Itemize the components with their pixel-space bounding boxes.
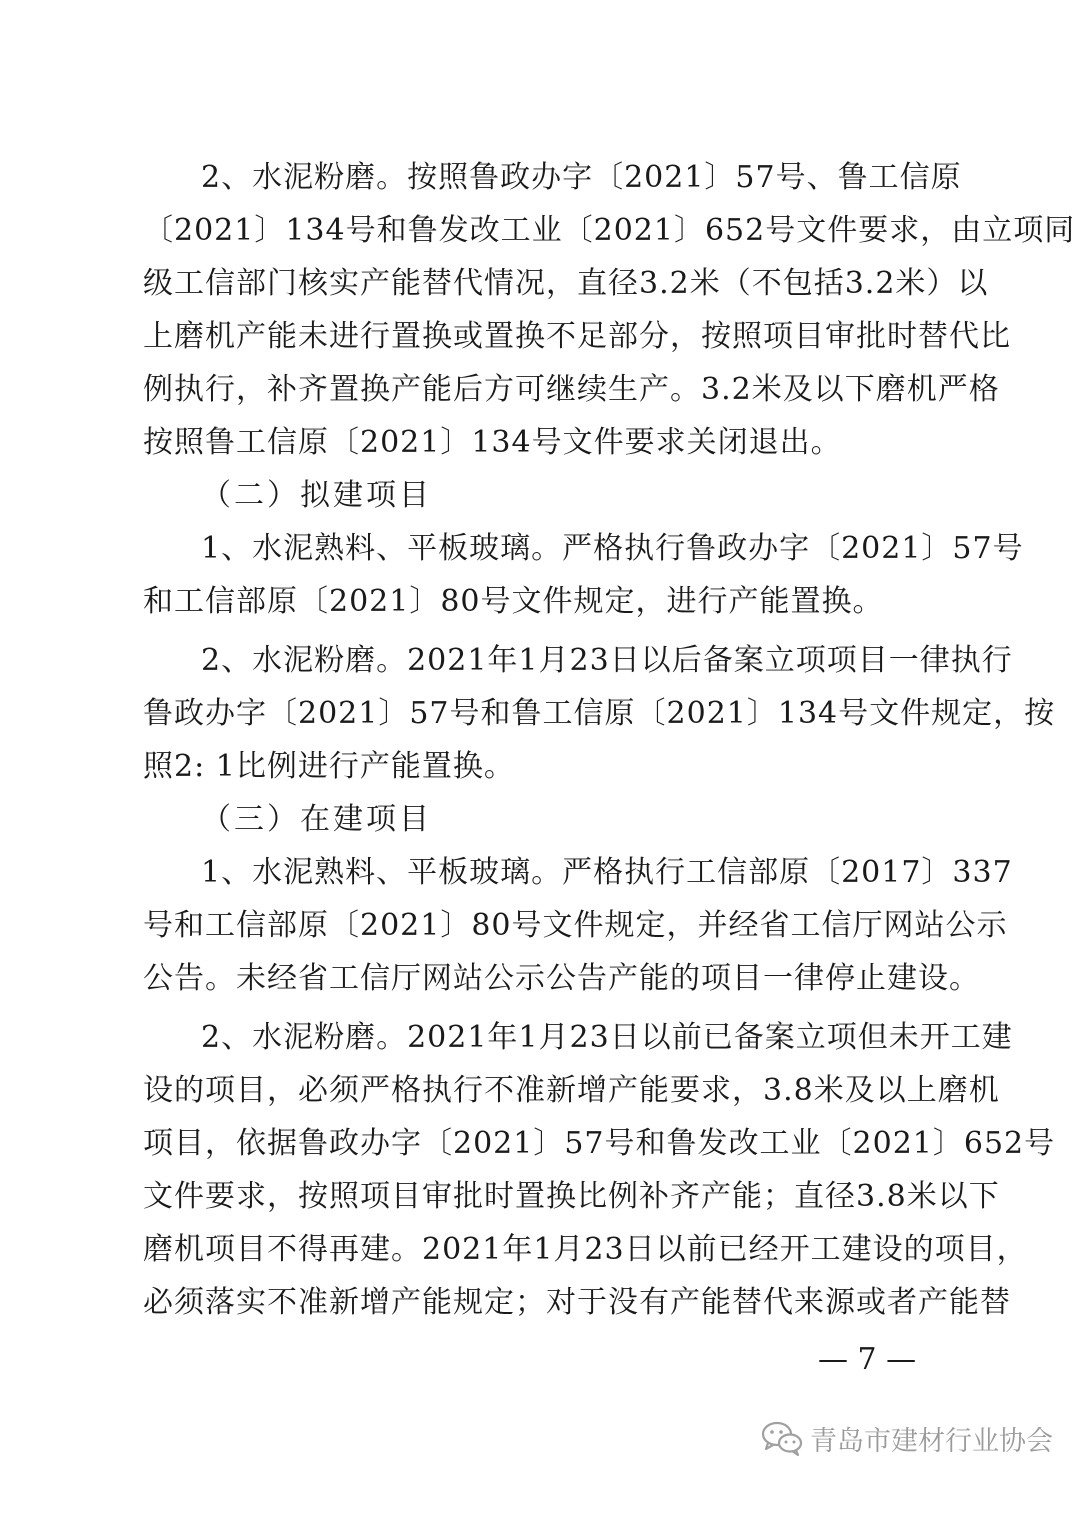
paragraph-5-line-3: 项目，依据鲁政办字〔2021〕57号和鲁发改工业〔2021〕652号 [143,1126,1056,1161]
paragraph-5-line-2: 设的项目，必须严格执行不准新增产能要求，3.8米及以上磨机 [143,1073,1000,1108]
section-heading-projects-under-construction: （三）在建项目 [201,802,432,837]
paragraph-4-line-2: 号和工信部原〔2021〕80号文件规定，并经省工信厅网站公示 [143,908,1008,943]
paragraph-1-line-5: 例执行，补齐置换产能后方可继续生产。3.2米及以下磨机严格 [143,372,1000,407]
section-heading-planned-projects: （二）拟建项目 [201,478,432,513]
paragraph-4-line-3: 公告。未经省工信厅网站公示公告产能的项目一律停止建设。 [143,961,980,996]
page-number: — 7 — [818,1342,917,1377]
paragraph-1-line-1: 2、水泥粉磨。按照鲁政办字〔2021〕57号、鲁工信原 [201,160,962,195]
watermark-text: 青岛市建材行业协会 [810,1425,1053,1457]
paragraph-3-line-3: 照2: 1比例进行产能置换。 [143,749,515,784]
wechat-icon [760,1418,804,1458]
paragraph-1-line-4: 上磨机产能未进行置换或置换不足部分，按照项目审批时替代比 [143,319,1011,354]
paragraph-5-line-6: 必须落实不准新增产能规定；对于没有产能替代来源或者产能替 [143,1285,1011,1320]
paragraph-5-line-5: 磨机项目不得再建。2021年1月23日以前已经开工建设的项目， [143,1232,1028,1267]
paragraph-1-line-6: 按照鲁工信原〔2021〕134号文件要求关闭退出。 [143,425,842,460]
paragraph-1-line-3: 级工信部门核实产能替代情况，直径3.2米（不包括3.2米）以 [143,266,989,301]
paragraph-5-line-1: 2、水泥粉磨。2021年1月23日以前已备案立项但未开工建 [201,1020,1013,1055]
paragraph-3-line-1: 2、水泥粉磨。2021年1月23日以后备案立项项目一律执行 [201,643,1013,678]
watermark [760,1416,1053,1460]
paragraph-2-line-2: 和工信部原〔2021〕80号文件规定，进行产能置换。 [143,584,884,619]
paragraph-4-line-1: 1、水泥熟料、平板玻璃。严格执行工信部原〔2017〕337 [201,855,1013,890]
paragraph-1-line-2: 〔2021〕134号和鲁发改工业〔2021〕652号文件要求，由立项同 [143,213,1076,248]
paragraph-3-line-2: 鲁政办字〔2021〕57号和鲁工信原〔2021〕134号文件规定，按 [143,696,1056,731]
paragraph-2-line-1: 1、水泥熟料、平板玻璃。严格执行鲁政办字〔2021〕57号 [201,531,1024,566]
paragraph-5-line-4: 文件要求，按照项目审批时置换比例补齐产能；直径3.8米以下 [143,1179,1000,1214]
